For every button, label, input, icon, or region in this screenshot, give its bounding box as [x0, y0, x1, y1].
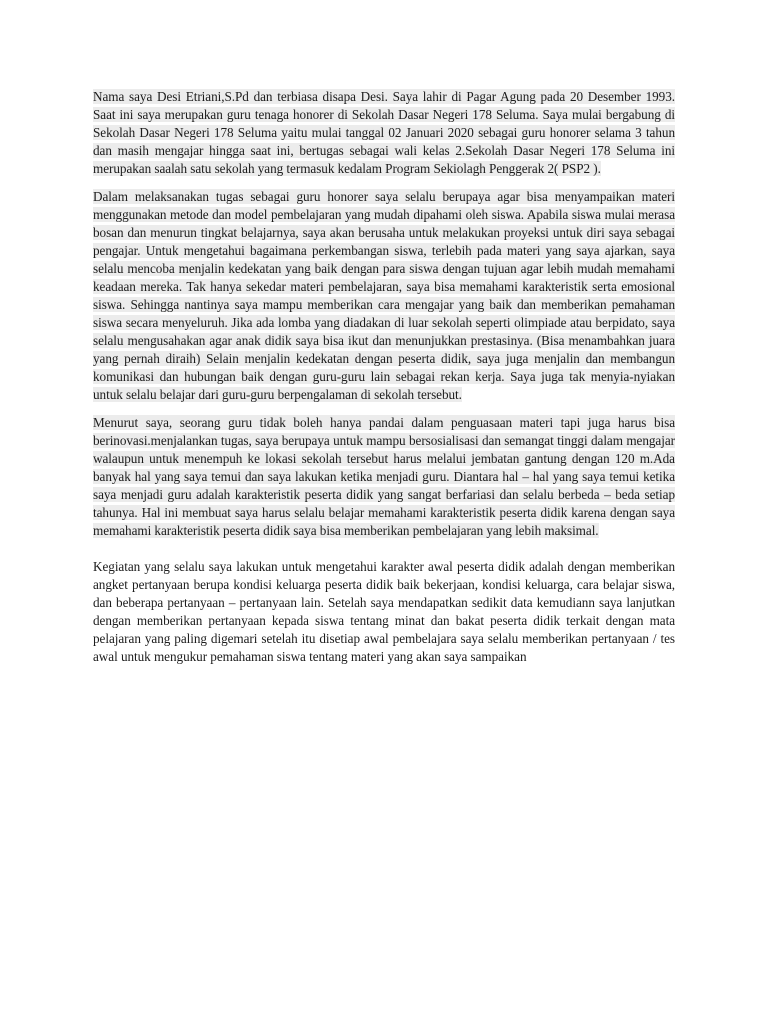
paragraph-introduction	[93, 88, 675, 178]
paragraph-teaching-duties-text: Dalam melaksanakan tugas sebagai guru honorer saya selalu berupaya agar bisa menyampaikan materi menggunakan metode dan model pembelajaran yang mudah dipahami oleh siswa. Apabila siswa mulai merasa bosan dan menurun tingkat belajarnya, saya akan berusaha untuk melakukan proyeksi untuk diri saya sebagai pengajar. Untuk mengetahui bagaimana perkembangan siswa, terlebih pada materi yang saya ajarkan, saya selalu mencoba menjalin kedekatan yang baik dengan para siswa dengan tujuan agar lebih mudah memahami keadaan mereka. Tak hanya sekedar materi pembelajaran, saya bisa memahami karakteristik serta emosional siswa. Sehingga nantinya saya mampu memberikan cara mengajar yang baik dan memberikan pemahaman siswa secara menyeluruh. Jika ada lomba yang diadakan di luar sekolah seperti olimpiade atau berpidato, saya selalu mengusahakan agar anak didik saya bisa ikut dan menunjukkan prestasinya. (Bisa menambahkan juara yang pernah diraih) Selain menjalin kedekatan dengan peserta didik, saya juga menjalin dan membangun komunikasi dan hubungan baik dengan guru-guru lain sebagai rekan kerja. Saya juga tak menyia-nyiakan untuk selalu belajar dari guru-guru berpengalaman di sekolah tersebut.	[93, 189, 675, 402]
paragraph-teaching-duties	[93, 188, 675, 404]
paragraph-introduction-text: Nama saya Desi Etriani,S.Pd dan terbiasa disapa Desi. Saya lahir di Pagar Agung pada 20 Desember 1993. Saat ini saya merupakan guru tenaga honorer di Sekolah Dasar Negeri 178 Seluma. Saya mulai bergabung di Sekolah Dasar Negeri 178 Seluma yaitu mulai tanggal 02 Januari 2020 sebagai guru honorer selama 3 tahun dan masih mengajar hingga saat ini, bertugas sebagai wali kelas 2.Sekolah Dasar Negeri 178 Seluma ini merupakan saalah satu sekolah yang termasuk kedalam Program Sekiolagh Penggerak 2( PSP2 ).	[93, 89, 675, 176]
document-page	[93, 88, 675, 666]
paragraph-student-assessment-text: Kegiatan yang selalu saya lakukan untuk mengetahui karakter awal peserta didik adalah dengan memberikan angket pertanyaan berupa kondisi keluarga peserta didik baik bekerjaan, kondisi keluarga, cara belajar siswa, dan beberapa pertanyaan – pertanyaan lain. Setelah saya mendapatkan sedikit data kemudiann saya lanjutkan dengan memberikan pertanyaan kepada siswa tentang minat dan bakat peserta didik terkait dengan mata pelajaran yang paling digemari setelah itu disetiap awal pembelajara saya selalu memberikan pertanyaan / tes awal untuk mengukur pemahaman siswa tentang materi yang akan saya sampaikan	[93, 559, 675, 664]
paragraph-teacher-opinion-text: Menurut saya, seorang guru tidak boleh hanya pandai dalam penguasaan materi tapi juga harus bisa berinovasi.menjalankan tugas, saya berupaya untuk mampu bersosialisasi dan semangat tinggi dalam mengajar walaupun untuk menempuh ke lokasi sekolah tersebut harus melalui jembatan gantung dengan 120 m.Ada banyak hal yang saya temui dan saya lakukan ketika menjadi guru. Diantara hal – hal yang saya temui ketika saya menjadi guru adalah karakteristik peserta didik yang sangat berfariasi dan selalu berbeda – beda setiap tahunya. Hal ini membuat saya harus selalu belajar memahami karakteristik peserta didik karena dengan saya memahami karakteristik peserta didik saya bisa memberikan pembelajaran yang lebih maksimal.	[93, 415, 675, 538]
paragraph-teacher-opinion	[93, 414, 675, 540]
paragraph-student-assessment	[93, 558, 675, 666]
